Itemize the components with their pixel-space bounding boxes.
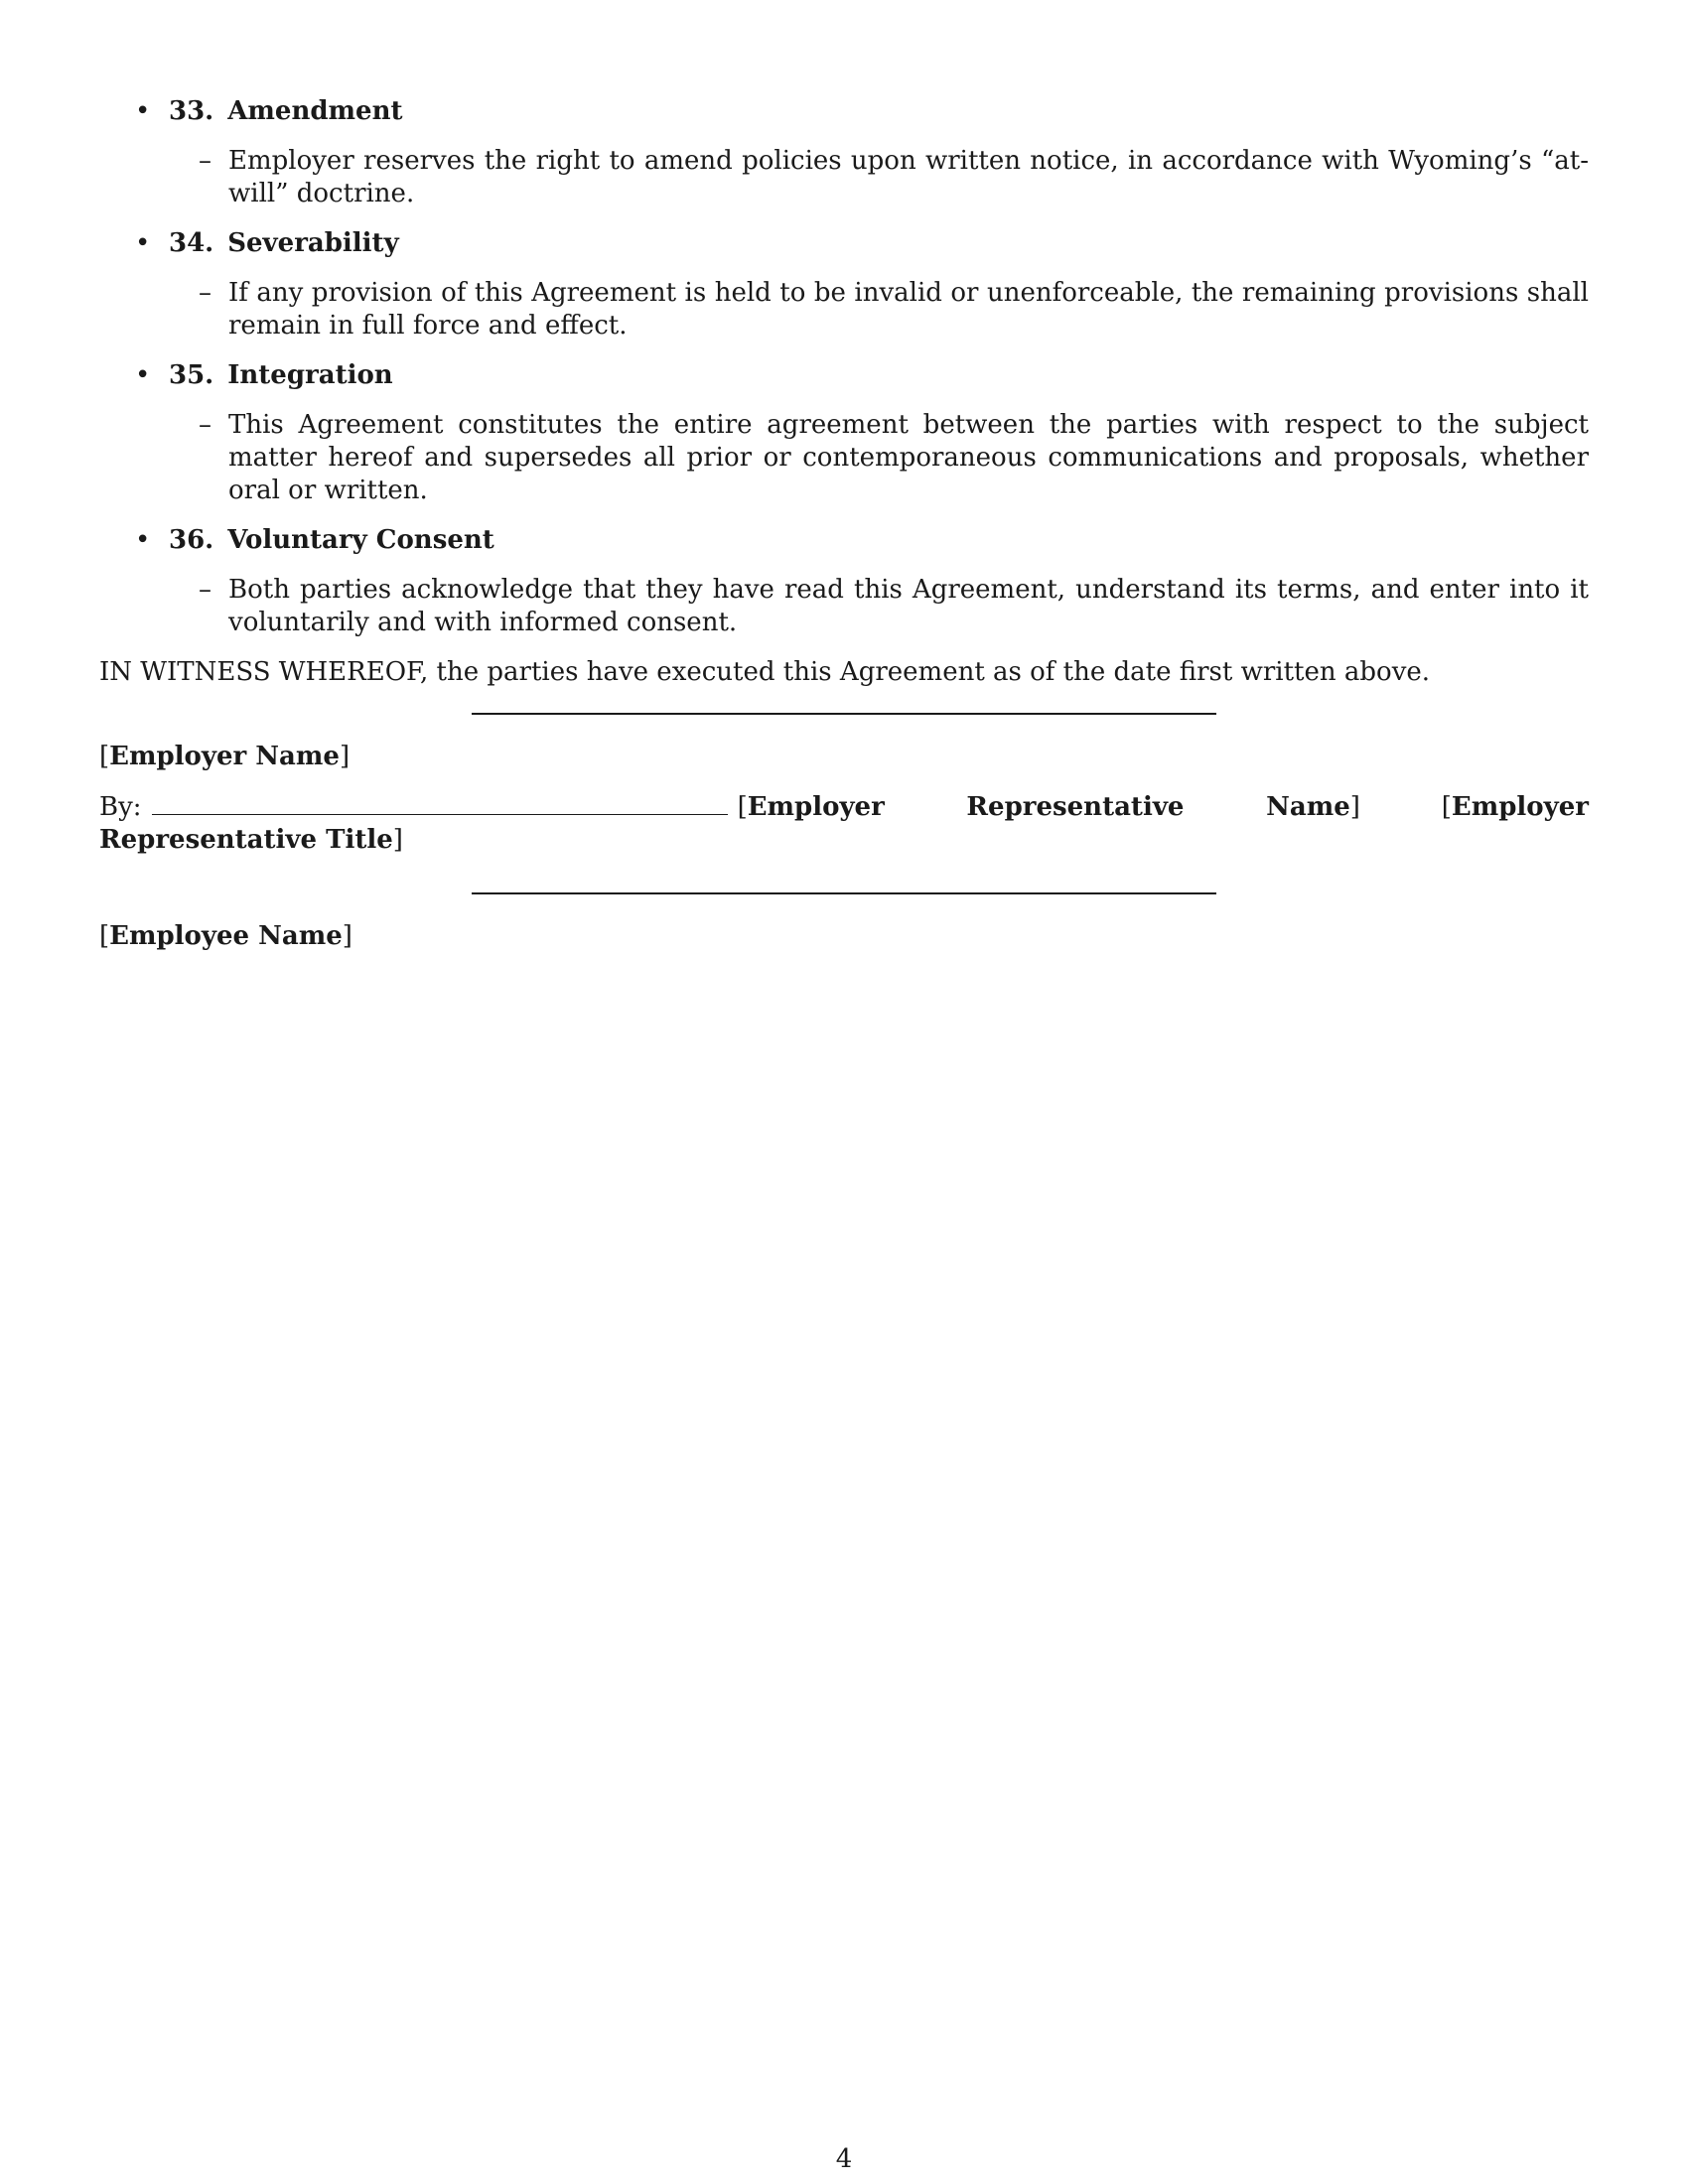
document-page [99,95,1589,953]
section-amendment [99,95,1589,210]
section-voluntary-consent [99,524,1589,639]
dash-icon: – [199,575,211,605]
section-body: Both parties acknowledge that they have read this Agreement, understand its terms, and enter into it voluntarily and with informed consent. [228,575,1589,637]
dash-icon: – [199,410,211,440]
section-heading [99,524,1589,557]
bullet-icon: • [135,360,151,390]
section-number: 33. [169,96,214,126]
section-number: 34. [169,228,214,258]
section-heading [99,95,1589,128]
section-severability [99,227,1589,342]
section-heading [99,227,1589,260]
section-integration [99,359,1589,507]
by-label: By: [99,792,142,822]
section-body: Employer reserves the right to amend policies upon written notice, in accordance with Wyoming’s “at-will” doctrine. [228,146,1589,208]
employee-name: [Employee Name] [99,921,352,951]
section-title: Integration [227,360,393,390]
bullet-icon: • [135,228,151,258]
dash-icon: – [199,278,211,308]
employer-rep-name: Employer Representative Name [747,792,1350,822]
section-text [99,409,1589,507]
employer-rep-title: Employer Representative Title [99,792,1589,855]
employer-name-text: Employer Name [109,742,340,771]
section-text [99,145,1589,210]
employee-name-text: Employee Name [109,921,343,951]
bullet-icon: • [135,525,151,555]
witness-clause: IN WITNESS WHEREOF, the parties have executed this Agreement as of the date first written above. [99,657,1431,687]
section-text [99,277,1589,342]
section-number: 36. [169,525,214,555]
bullet-icon: • [135,96,151,126]
employer-by-line: By: [Employer Representative Name] [Employer Representative Title] [99,792,1589,855]
section-title: Severability [227,228,399,258]
section-body: This Agreement constitutes the entire agreement between the parties with respect to the subject matter hereof and supersedes all prior or contemporaneous communications and proposals, whether oral or written. [228,410,1589,505]
section-heading [99,359,1589,392]
by-signature-blank [152,790,728,815]
employer-name: [Employer Name] [99,742,351,771]
section-title: Voluntary Consent [227,525,494,555]
employee-signature-line [472,892,1216,894]
employer-signature-line [472,713,1216,715]
section-title: Amendment [227,96,403,126]
dash-icon: – [199,146,211,176]
section-body: If any provision of this Agreement is held to be invalid or unenforceable, the remaining provisions shall remain in full force and effect. [228,278,1589,341]
section-number: 35. [169,360,214,390]
page-number: 4 [835,2144,853,2174]
section-text [99,574,1589,639]
